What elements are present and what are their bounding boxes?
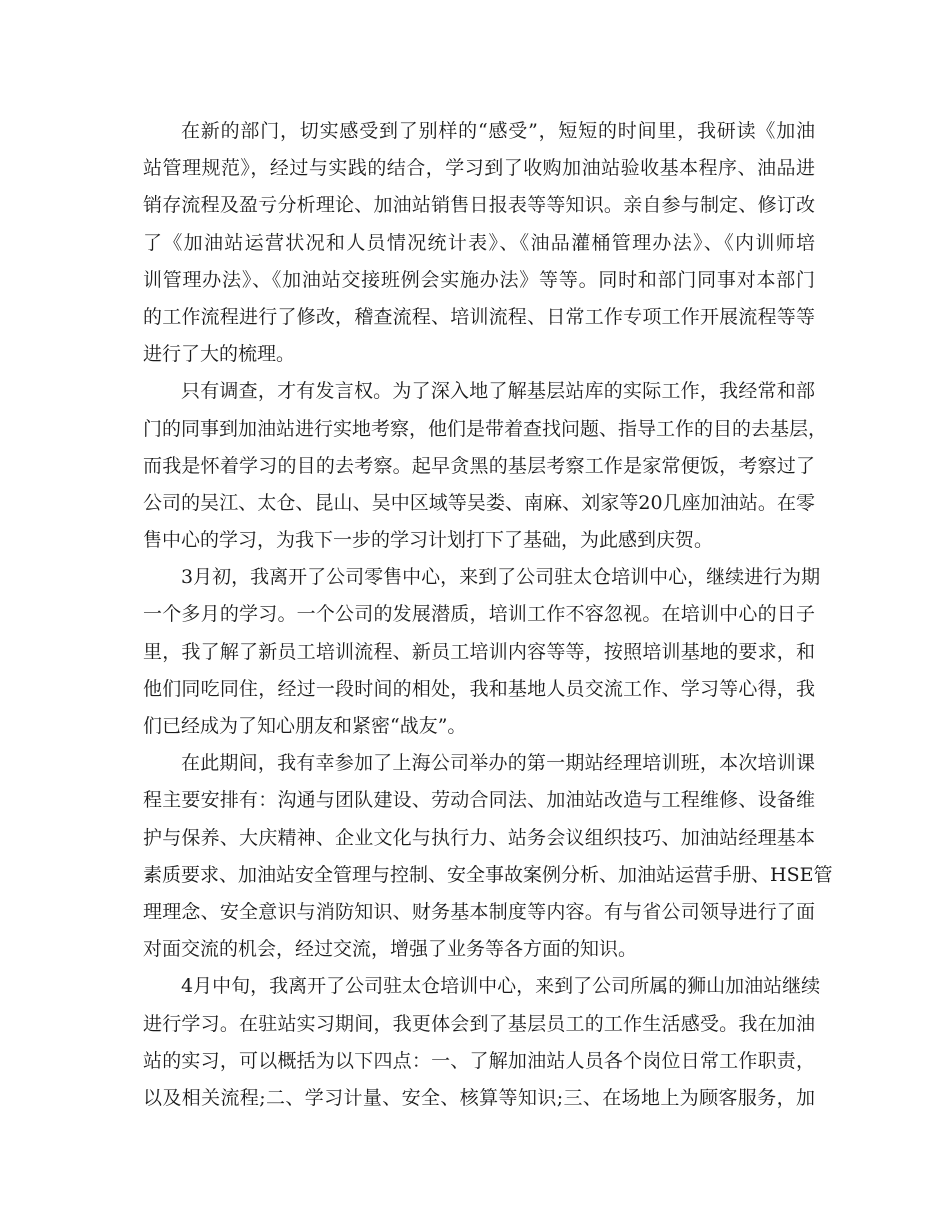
text-line: 在新的部门，切实感受到了别样的“感受”，短短的时间里，我研读《加油 xyxy=(181,120,815,142)
document-body xyxy=(143,113,833,1117)
text-line: 训管理办法》、《加油站交接班例会实施办法》等等。同时和部门同事对本部门 xyxy=(143,268,815,291)
paragraph-3 xyxy=(143,559,821,745)
text-line: 理理念、安全意识与消防知识、财务基本制度等内容。有与省公司领导进行了面 xyxy=(143,900,815,923)
text-line: 在此期间，我有幸参加了上海公司举办的第一期站经理培训班，本次培训课 xyxy=(181,752,815,775)
paragraph-2 xyxy=(143,373,828,559)
text-line: 素质要求、加油站安全管理与控制、安全事故案例分析、加油站运营手册、HSE管 xyxy=(143,863,833,886)
text-line: 的工作流程进行了修改，稽查流程、培训流程、日常工作专项工作开展流程等等 xyxy=(143,305,815,328)
text-line: 了《加油站运营状况和人员情况统计表》、《油品灌桶管理办法》、《内训师培 xyxy=(143,231,815,254)
text-line: 一个多月的学习。一个公司的发展潜质，培训工作不容忽视。在培训中心的日子 xyxy=(143,603,815,626)
text-line: 对面交流的机会，经过交流，增强了业务等各方面的知识。 xyxy=(143,938,638,961)
text-line: 售中心的学习，为我下一步的学习计划打下了基础，为此感到庆贺。 xyxy=(143,529,714,552)
text-line: 而我是怀着学习的目的去考察。起早贪黑的基层考察工作是家常便饭，考察过了 xyxy=(143,454,815,477)
text-line: 只有调查，才有发言权。为了深入地了解基层站库的实际工作，我经常和部 xyxy=(181,380,815,403)
text-line: 护与保养、大庆精神、企业文化与执行力、站务会议组织技巧、加油站经理基本 xyxy=(143,826,815,849)
paragraph-5 xyxy=(143,968,821,1117)
text-line: 以及相关流程;二、学习计量、安全、核算等知识;三、在场地上为顾客服务，加 xyxy=(143,1086,815,1109)
text-line: 里，我了解了新员工培训流程、新员工培训内容等等，按照培训基地的要求，和 xyxy=(143,640,815,663)
text-line: 3月初，我离开了公司零售中心，来到了公司驻太仓培训中心，继续进行为期 xyxy=(181,566,821,589)
text-line: 销存流程及盈亏分析理论、加油站销售日报表等等知识。亲自参与制定、修订改 xyxy=(143,194,815,217)
paragraph-4 xyxy=(143,745,833,968)
text-line: 4月中旬，我离开了公司驻太仓培训中心，来到了公司所属的狮山加油站继续 xyxy=(181,975,821,998)
text-line: 公司的吴江、太仓、昆山、吴中区域等吴娄、南麻、刘家等20几座加油站。在零 xyxy=(143,491,815,514)
text-line: 程主要安排有：沟通与团队建设、劳动合同法、加油站改造与工程维修、设备维 xyxy=(143,789,815,812)
text-line: 他们同吃同住，经过一段时间的相处，我和基地人员交流工作、学习等心得，我 xyxy=(143,677,815,700)
text-line: 门的同事到加油站进行实地考察，他们是带着查找问题、指导工作的目的去基层， xyxy=(143,417,828,440)
text-line: 站管理规范》，经过与实践的结合，学习到了收购加油站验收基本程序、油品进 xyxy=(143,157,815,180)
text-line: 进行学习。在驻站实习期间，我更体会到了基层员工的工作生活感受。我在加油 xyxy=(143,1012,815,1035)
text-line: 们已经成为了知心朋友和紧密“战友”。 xyxy=(143,715,467,737)
text-line: 进行了大的梳理。 xyxy=(143,343,296,366)
text-line: 站的实习，可以概括为以下四点：一、了解加油站人员各个岗位日常工作职责， xyxy=(143,1049,815,1072)
paragraph-1 xyxy=(143,113,815,373)
